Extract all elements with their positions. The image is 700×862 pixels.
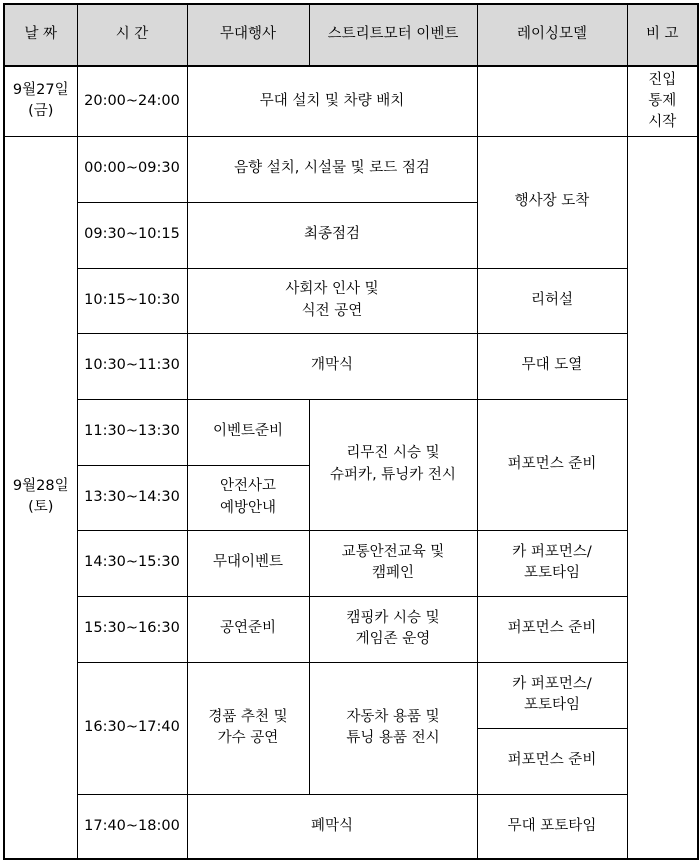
table-row <box>4 530 698 596</box>
time-cell: 16:30~17:40 <box>77 662 187 794</box>
time-cell: 10:15~10:30 <box>77 268 187 333</box>
table-row <box>4 268 698 333</box>
racing-cell: 무대 도열 <box>477 333 627 399</box>
date-cell: 9월28일 (토) <box>4 136 77 859</box>
time-cell: 10:30~11:30 <box>77 333 187 399</box>
time-cell: 11:30~13:30 <box>77 399 187 465</box>
time-cell: 09:30~10:15 <box>77 202 187 268</box>
time-cell: 14:30~15:30 <box>77 530 187 596</box>
header-note: 비 고 <box>627 4 698 66</box>
event-cell: 무대 설치 및 차량 배치 <box>187 66 477 136</box>
event-cell: 음향 설치, 시설물 및 로드 점검 <box>187 136 477 202</box>
time-cell: 13:30~14:30 <box>77 465 187 530</box>
event-cell: 최종점검 <box>187 202 477 268</box>
time-cell: 20:00~24:00 <box>77 66 187 136</box>
date-cell: 9월27일 (금) <box>4 66 77 136</box>
racing-cell: 퍼포먼스 준비 <box>477 596 627 662</box>
table-row <box>4 794 698 859</box>
street-cell: 캠핑카 시승 및 게임존 운영 <box>309 596 477 662</box>
racing-cell: 무대 포토타임 <box>477 794 627 859</box>
racing-cell: 퍼포먼스 준비 <box>477 399 627 530</box>
stage-cell: 안전사고 예방안내 <box>187 465 309 530</box>
header-date: 날 짜 <box>4 4 77 66</box>
table-row <box>4 136 698 202</box>
stage-cell: 경품 추천 및 가수 공연 <box>187 662 309 794</box>
table-row <box>4 662 698 728</box>
header-time: 시 간 <box>77 4 187 66</box>
racing-cell <box>477 66 627 136</box>
event-cell: 개막식 <box>187 333 477 399</box>
note-cell <box>627 136 698 859</box>
header-row <box>4 4 698 66</box>
street-cell: 교통안전교육 및 캠페인 <box>309 530 477 596</box>
street-cell: 리무진 시승 및 슈퍼카, 튜닝카 전시 <box>309 399 477 530</box>
street-cell: 자동차 용품 및 튜닝 용품 전시 <box>309 662 477 794</box>
racing-cell: 카 퍼포먼스/ 포토타임 <box>477 662 627 728</box>
time-cell: 17:40~18:00 <box>77 794 187 859</box>
header-stage: 무대행사 <box>187 4 309 66</box>
table-row <box>4 399 698 465</box>
stage-cell: 이벤트준비 <box>187 399 309 465</box>
schedule-table <box>3 3 699 860</box>
table-row <box>4 333 698 399</box>
racing-cell: 리허설 <box>477 268 627 333</box>
header-street: 스트리트모터 이벤트 <box>309 4 477 66</box>
stage-cell: 무대이벤트 <box>187 530 309 596</box>
stage-cell: 공연준비 <box>187 596 309 662</box>
table-row <box>4 66 698 136</box>
time-cell: 15:30~16:30 <box>77 596 187 662</box>
racing-cell: 행사장 도착 <box>477 136 627 268</box>
time-cell: 00:00~09:30 <box>77 136 187 202</box>
racing-cell: 카 퍼포먼스/ 포토타임 <box>477 530 627 596</box>
note-cell: 진입 통제 시작 <box>627 66 698 136</box>
event-cell: 폐막식 <box>187 794 477 859</box>
header-racing: 레이싱모델 <box>477 4 627 66</box>
table-row <box>4 596 698 662</box>
event-cell: 사회자 인사 및 식전 공연 <box>187 268 477 333</box>
racing-cell: 퍼포먼스 준비 <box>477 728 627 794</box>
